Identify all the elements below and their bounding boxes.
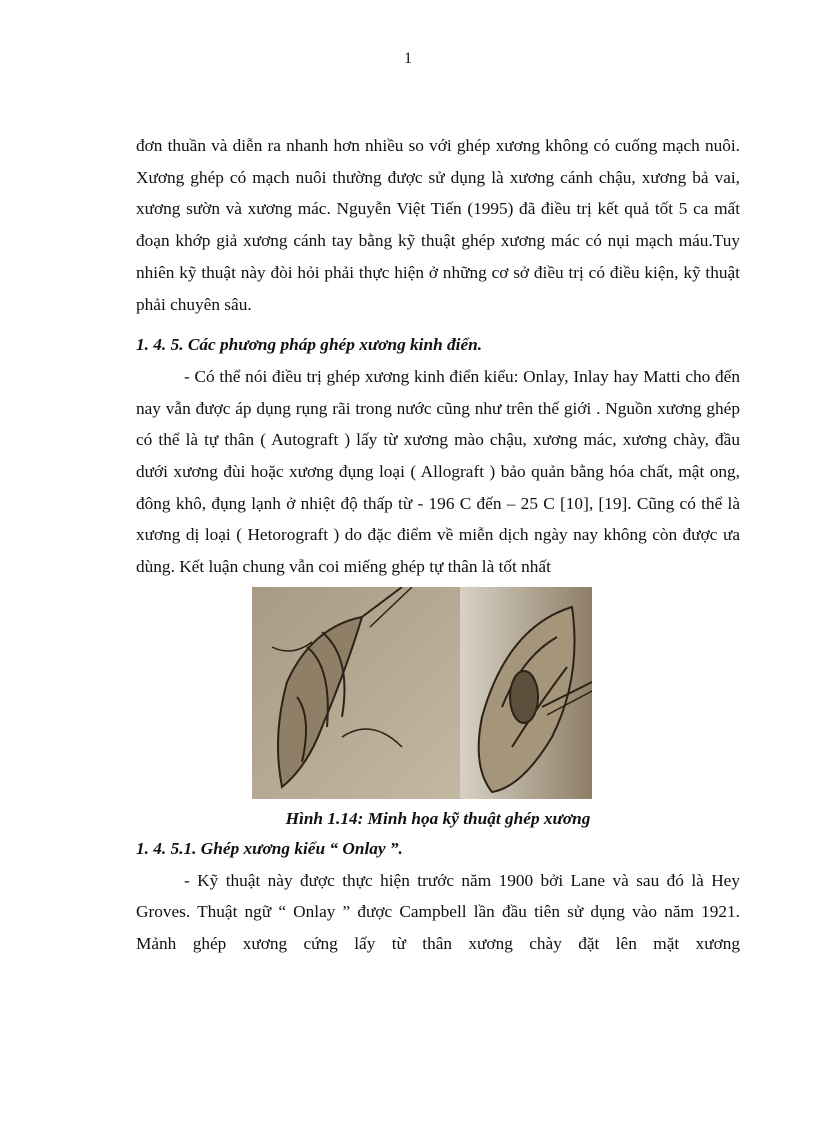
paragraph-vascularized-graft: đơn thuần và diễn ra nhanh hơn nhiều so với ghép xương không có cuống mạch nuôi. Xương ghép có mạch nuôi thường được sử dụng là xương cánh chậu, xương bả vai, xương sườn và xương mác. Nguyễn Việt Tiến (1995) đã điều trị kết quả tốt 5 ca mất đoạn khớp giả xương cánh tay bằng kỹ thuật ghép xương mác có nụi mạch máu.Tuy nhiên kỹ thuật này đòi hỏi phải thực hiện ở những cơ sở điều trị có điều kiện, kỹ thuật phải chuyên sâu. [136, 136, 740, 314]
heading-classic-graft-methods: 1. 4. 5. Các phương pháp ghép xương kinh điển. [136, 335, 483, 355]
page-number: 1 [404, 50, 412, 67]
figure-caption: Hình 1.14: Minh họa kỹ thuật ghép xương [285, 808, 591, 828]
graft-photo [252, 587, 592, 799]
paragraph-onlay: - Kỹ thuật này được thực hiện trước năm 1900 bởi Lane và sau đó là Hey Groves. Thuật ngữ “ Onlay ” được Campbell lần đầu tiên sử dụng vào năm 1921. Mảnh ghép xương cứng lấy từ thân xương chày đặt lên mặt xương [136, 870, 740, 953]
document-body [136, 130, 740, 960]
paragraph-classic-graft: - Có thể nói điều trị ghép xương kinh điển kiểu: Onlay, Inlay hay Matti cho đến nay vẫn được áp dụng rụng rãi trong nước cũng như trên thế giới . Nguồn xương ghép có thể là tự thân ( Autograft ) lấy từ xương mào chậu, xương mác, xương chày, đầu dưới xương đùi hoặc xương đụng loại ( Allograft ) bảo quản bằng hóa chất, mật ong, đông khô, đụng lạnh ở nhiệt độ thấp từ - 196 C đến – 25 C [10], [19]. Cũng có thể là xương dị loại ( Hetorograft ) do đặc điểm về miễn dịch ngày nay không còn được ưa dùng. Kết luận chung vẫn coi miếng ghép tự thân là tốt nhất [136, 366, 740, 577]
heading-onlay-graft: 1. 4. 5.1. Ghép xương kiểu “ Onlay ”. [136, 838, 403, 858]
figure-graft-illustration [252, 587, 592, 799]
